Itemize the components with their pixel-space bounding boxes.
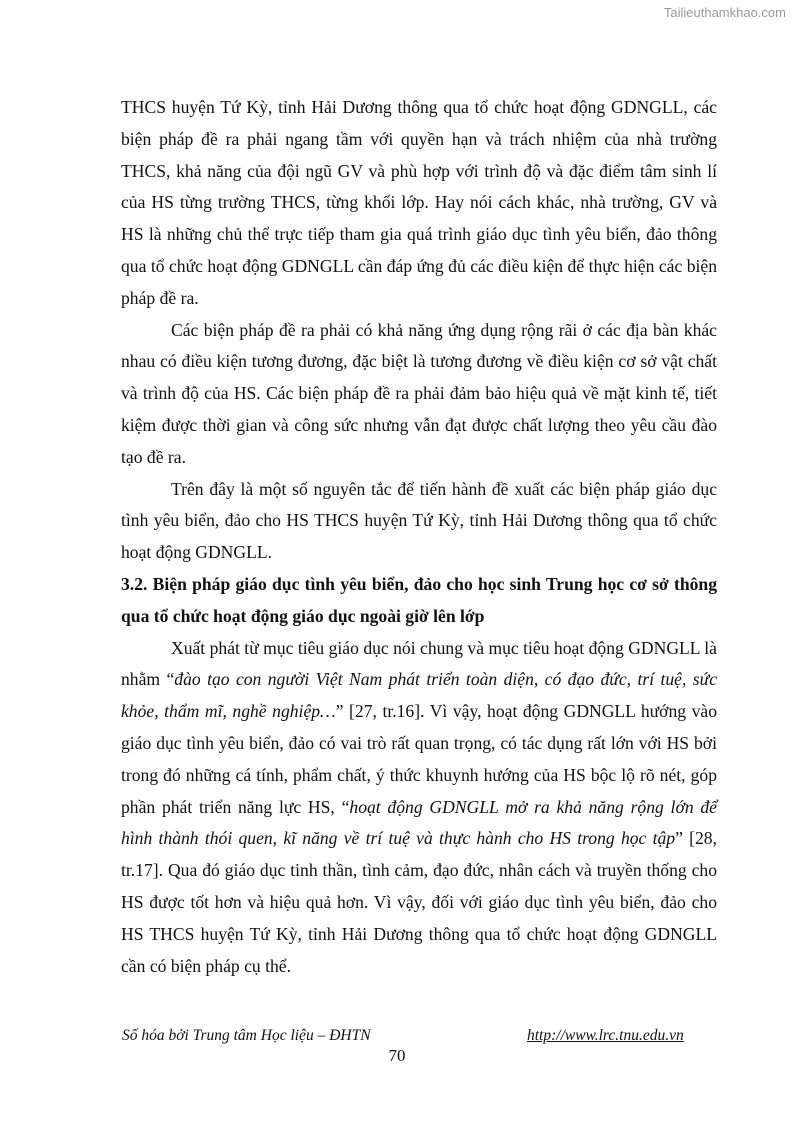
paragraph-continuation: THCS huyện Tứ Kỳ, tỉnh Hải Dương thông qua tổ chức hoạt động GDNGLL, các biện pháp đề ra phải ngang tầm với quyền hạn và trách nhiệm của nhà trường THCS, khả năng của đội ngũ GV và phù hợp với trình độ và đặc điểm tâm sinh lí của HS từng trường THCS, từng khối lớp. Hay nói cách khác, nhà trường, GV và HS là những chủ thể trực tiếp tham gia quá trình giáo dục tình yêu biển, đảo thông qua tổ chức hoạt động GDNGLL cần đáp ứng đủ các điều kiện để thực hiện các biện pháp đề ra. (121, 97, 717, 308)
paragraph (121, 633, 717, 983)
text-run: Xuất phát từ mục tiêu giáo dục nói chung và mục tiêu hoạt động GDNGLL là nhằm “ (121, 637, 717, 690)
footer-source: Số hóa bởi Trung tâm Học liệu – ĐHTN (122, 1027, 371, 1044)
quote-italic: đào tạo con người Việt Nam phát triển toàn diện, có đạo đức, trí tuệ, sức khỏe, thẩm mĩ, nghề nghiệp… (121, 669, 718, 722)
text-run: ” [27, tr.16]. Vì vậy, hoạt động GDNGLL hướng vào giáo dục tình yêu biển, đảo có vai trò rất quan trọng, có tác dụng rất lớn với HS bởi trong đó những cá tính, phẩm chất, ý thức khuynh hướng của HS bộc lộ rõ nét, góp phần phát triển năng lực HS, “ (121, 701, 717, 817)
quote-italic: hoạt động GDNGLL mở ra khả năng rộng lớn để hình thành thói quen, kĩ năng về trí tuệ và thực hành cho HS trong học tập (121, 796, 717, 849)
section-heading: 3.2. Biện pháp giáo dục tình yêu biển, đảo cho học sinh Trung học cơ sở thông qua tổ chức hoạt động giáo dục ngoài giờ lên lớp (121, 573, 717, 626)
paragraph: Các biện pháp đề ra phải có khả năng ứng dụng rộng rãi ở các địa bàn khác nhau có điều kiện tương đương, đặc biệt là tương đương về điều kiện cơ sở vật chất và trình độ của HS. Các biện pháp đề ra phải đảm bảo hiệu quả về mặt kinh tế, tiết kiệm được thời gian và công sức nhưng vẫn đạt được chất lượng theo yêu cầu đào tạo đề ra. (121, 319, 717, 467)
text-run: ” [28, tr.17]. Qua đó giáo dục tinh thần, tình cảm, đạo đức, nhân cách và truyền thống cho HS được tốt hơn và hiệu quả hơn. Vì vậy, đối với giáo dục tình yêu biển, đảo cho HS THCS huyện Tứ Kỳ, tỉnh Hải Dương thông qua tổ chức hoạt động GDNGLL cần có biện pháp cụ thể. (121, 828, 718, 976)
page-number: 70 (388, 1046, 406, 1065)
footer-link[interactable]: http://www.lrc.tnu.edu.vn (527, 1027, 684, 1044)
paragraph: Trên đây là một số nguyên tắc để tiến hành đề xuất các biện pháp giáo dục tình yêu biển, đảo cho HS THCS huyện Tứ Kỳ, tỉnh Hải Dương thông qua tổ chức hoạt động GDNGLL. (121, 478, 717, 563)
document-body (121, 92, 717, 982)
watermark: Tailieuthamkhao.com (663, 5, 786, 20)
